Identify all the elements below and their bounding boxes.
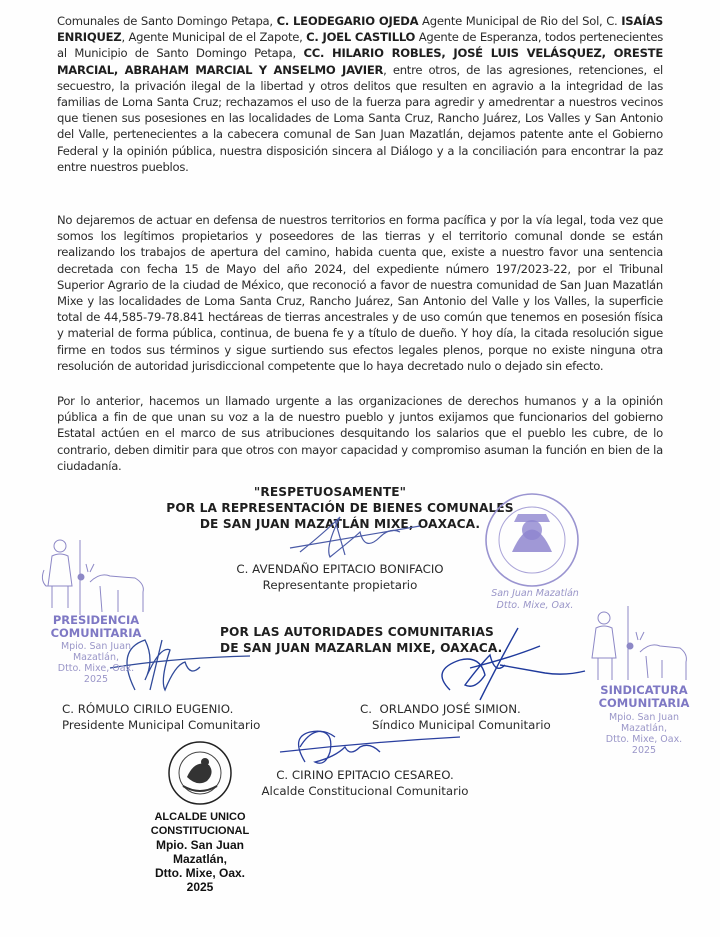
presidencia-stamp-l3: Dtto. Mixe, Oax. bbox=[57, 663, 135, 674]
text-run: , Agente Municipal de el Zapote, bbox=[121, 30, 307, 45]
alcalde-stamp-l1: ALCALDE UNICO bbox=[154, 811, 246, 823]
representative-name: C. AVENDAÑO EPITACIO BONIFACIO bbox=[236, 562, 444, 576]
alcalde-stamp-l3: Mpio. San Juan bbox=[155, 838, 244, 852]
sindicatura-stamp-l3: Dtto. Mixe, Oax. bbox=[605, 734, 683, 745]
text-run: Comunales de Santo Domingo Petapa, bbox=[57, 14, 277, 28]
alcalde-stamp-l5: Dtto. Mixe, Oax. bbox=[154, 866, 246, 880]
presidencia-stamp-l4: 2025 bbox=[83, 674, 109, 685]
sindicatura-stamp-l1: Mpio. San Juan bbox=[608, 712, 680, 723]
signatory-presidente-role: Presidente Municipal Comunitario bbox=[62, 718, 261, 732]
presidencia-stamp-l2: Mazatlán, bbox=[72, 652, 120, 663]
closing-line-2: DE SAN JUAN MAZATLÁN MIXE, OAXACA. bbox=[199, 517, 481, 531]
presidencia-stamp-title-1: PRESIDENCIA bbox=[52, 613, 140, 627]
sindicatura-stamp-l4: 2025 bbox=[631, 745, 657, 756]
sindicatura-figure-icon bbox=[592, 606, 686, 680]
authorities-heading-1: POR LAS AUTORIDADES COMUNITARIAS bbox=[220, 625, 494, 639]
presidencia-figure-icon bbox=[42, 540, 143, 615]
presidencia-stamp-title-2: COMUNITARIA bbox=[50, 626, 142, 640]
signatory-presidente-name: C. RÓMULO CIRILO EUGENIO. bbox=[62, 702, 234, 716]
sindicatura-stamp-title-2: COMUNITARIA bbox=[598, 696, 690, 710]
alcalde-stamp-l6: 2025 bbox=[186, 880, 214, 894]
paragraph-urgent-call: Por lo anterior, hacemos un llamado urgente a las organizaciones de derechos humanos y a la opinión pública a fin de que unan su voz a la de nuestro pueblo y juntos exijamos que funcionarios del gobierno Estatal actúen en el marco de sus atribuciones desquitando los salarios que el pueblo les cubre, de lo contrario, deben dimitir para que otros con mayor capacidad y compromiso asuman la función en bien de la ciudadanía. bbox=[57, 394, 663, 473]
signatory-sindico-name: C. ORLANDO JOSÉ SIMION. bbox=[360, 702, 521, 716]
alcalde-stamp-l2: CONSTITUCIONAL bbox=[150, 825, 250, 837]
closing-salutation: "RESPETUOSAMENTE" bbox=[253, 485, 407, 499]
bold-name: C. LEODEGARIO OJEDA bbox=[276, 14, 419, 28]
signatory-sindico-role: Síndico Municipal Comunitario bbox=[372, 718, 551, 732]
signatory-alcalde-name: C. CIRINO EPITACIO CESAREO. bbox=[276, 768, 454, 782]
sindicatura-stamp-l2: Mazatlán, bbox=[620, 723, 668, 734]
paragraph-agents bbox=[57, 13, 663, 175]
closing-line-1: POR LA REPRESENTACIÓN DE BIENES COMUNALES bbox=[166, 501, 514, 515]
alcalde-stamp-l4: Mazatlán, bbox=[172, 852, 227, 866]
presidencia-stamp-l1: Mpio. San Juan bbox=[60, 641, 132, 652]
signatory-alcalde-role: Alcalde Constitucional Comunitario bbox=[261, 784, 469, 798]
representative-role: Representante propietario bbox=[262, 578, 418, 592]
text-run: , entre otros, de las agresiones, retenciones, el secuestro, la privación ilegal de la libertad y otros delitos que resulten en agravio a la integridad de las familias de Loma Santa Cruz; rechazamos el uso de la fuerza para agredir y amedrentar a nuestros vecinos que tienen sus posesiones en las localidades de Loma Santa Cruz, Rancho Juárez, Los Valles y San Antonio del Valle, pertenecientes a la cabecera comunal de San Juan Mazatlán, dejamos patente ante el Gobierno Federal y la opinión pública, nuestra disposición sincera al Diálogo y a la conciliación para encontrar la paz entre nuestros pueblos. bbox=[57, 62, 663, 174]
paragraph-legal-defense: No dejaremos de actuar en defensa de nuestros territorios en forma pacífica y por la vía legal, toda vez que somos los legítimos propietarios y poseedores de las tierras y el territorio comunal donde se están realizando los trabajos de apertura del camino, habida cuenta que, existe a nuestro favor una sentencia decretada con fecha 15 de Mayo del año 2024, del expediente número 197/2023-22, por el Tribunal Superior Agrario de la ciudad de México, que reconoció a favor de nuestra comunidad de San Juan Mazatlán Mixe y las localidades de Loma Santa Cruz, Rancho Juárez, San Antonio del Valle y los Valles, la superficie total de 44,585-79-78.841 hectáreas de tierras ancestrales y de uso común que tenemos en posesión física y material de forma pública, continua, de buena fe y a título de dueño. Y hoy día, la citada resolución sigue firme en todos sus términos y sigue surtiendo sus efectos legales plenos, porque no existe ninguna otra resolución de autoridad jurisdiccional competente que lo haya decretado nulo o dejado sin efecto. bbox=[57, 213, 663, 373]
authorities-heading-2: DE SAN JUAN MAZARLAN MIXE, OAXACA. bbox=[220, 641, 503, 655]
bienes-stamp-line-2: Dtto. Mixe, Oax. bbox=[496, 600, 574, 611]
national-seal-icon bbox=[169, 742, 231, 804]
text-run: Agente Municipal de Rio del Sol, C. bbox=[418, 14, 622, 28]
text-run: Agente de Esperanza, todos pertenecientes al Municipio de Santo Domingo Petapa, bbox=[57, 30, 663, 61]
alcalde-signature-icon bbox=[280, 731, 460, 763]
bold-names-list: CC. HILARIO ROBLES, JOSÉ LUIS VELÁSQUEZ, ORESTE MARCIAL, ABRAHAM MARCIAL Y ANSELMO JAVIER bbox=[57, 46, 663, 77]
sindicatura-stamp-title-1: SINDICATURA bbox=[600, 683, 688, 697]
bold-name: ISAÍAS ENRIQUEZ bbox=[57, 14, 663, 45]
bienes-stamp-line-1: San Juan Mazatlán bbox=[491, 588, 579, 599]
bold-name: C. JOEL CASTILLO bbox=[306, 30, 416, 45]
